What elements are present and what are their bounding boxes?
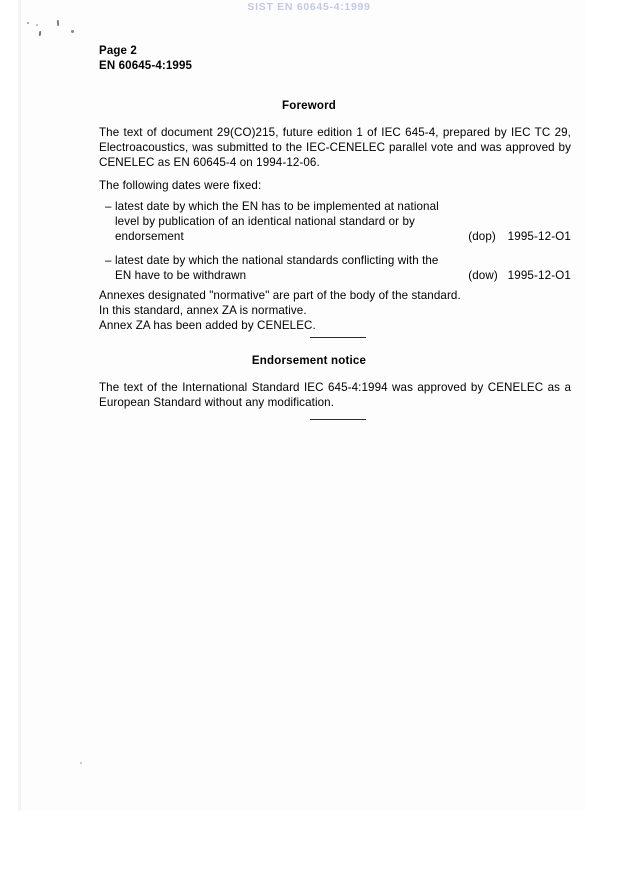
annex-note-line: Annexes designated "normative" are part of the body of the standard.	[99, 289, 461, 302]
page-number-label: Page 2	[99, 45, 137, 57]
annex-note-line: Annex ZA has been added by CENELEC.	[99, 319, 316, 333]
date-code-dow: (dow)	[468, 268, 498, 282]
annex-notes-block	[99, 288, 461, 334]
list-item-date-meta	[468, 268, 571, 283]
scan-speckle-artifact	[80, 762, 82, 764]
standard-reference-label: EN 60645-4:1995	[99, 59, 193, 72]
page-identification-block	[99, 44, 192, 73]
foreword-paragraph: The text of document 29(CO)215, future edition 1 of IEC 645-4, prepared by IEC TC 29, Electroacoustics, was submitted to the IEC-CENELEC parallel vote and was approved by CENELEC as EN 60645-4 on 1994-12-06.	[99, 126, 571, 170]
list-item-date-meta	[468, 229, 571, 244]
scan-speckle-artifact	[71, 30, 74, 33]
list-item	[99, 199, 571, 245]
scan-speckle-artifact	[27, 22, 29, 24]
section-divider-rule	[310, 419, 366, 420]
scan-speckle-artifact	[36, 24, 38, 26]
endorsement-notice-heading: Endorsement notice	[251, 355, 367, 367]
date-value-dop: 1995-12-O1	[507, 230, 571, 244]
section-divider-rule	[310, 337, 366, 338]
document-watermark: SIST EN 60645-4:1999	[247, 1, 371, 13]
date-code-dop: (dop)	[468, 230, 496, 244]
list-item-dash: –	[105, 253, 112, 267]
dates-intro-text: The following dates were fixed:	[99, 179, 262, 192]
endorsement-notice-paragraph: The text of the International Standard IEC 645-4:1994 was approved by CENELEC as a European Standard without any modification.	[99, 381, 571, 410]
date-value-dow: 1995-12-O1	[507, 268, 571, 282]
annex-note-line: In this standard, annex ZA is normative.	[99, 304, 307, 318]
scan-speckle-artifact	[57, 20, 59, 26]
scan-left-edge	[18, 0, 21, 811]
dates-list	[99, 199, 571, 291]
list-item-dash: –	[105, 200, 112, 213]
list-item-description: latest date by which the EN has to be implemented at national level by publication of an identical national standard or by endorsement	[115, 200, 439, 244]
list-item-description: latest date by which the national standards conflicting with the EN have to be withdrawn	[115, 253, 439, 282]
list-item	[99, 253, 571, 283]
foreword-heading: Foreword	[282, 100, 336, 112]
